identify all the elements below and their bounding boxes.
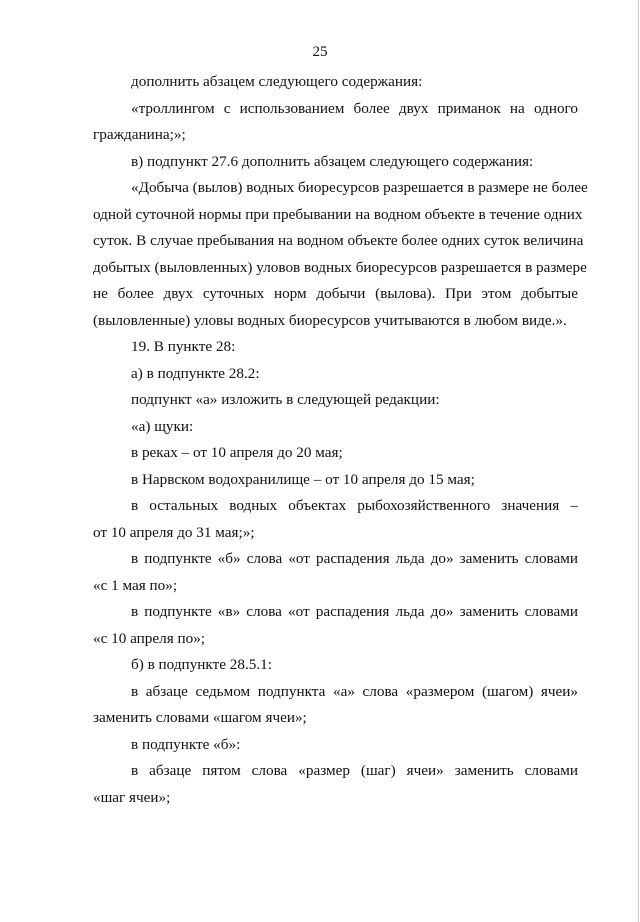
page-number: 25	[312, 44, 328, 60]
text-line: заменить словами «шагом ячеи»;	[93, 709, 307, 726]
text-line: (выловленные) уловы водных биоресурсов учитываются в любом виде.».	[93, 311, 567, 329]
text-line: гражданина;»;	[93, 126, 186, 143]
text-line: дополнить абзацем следующего содержания:	[131, 73, 423, 90]
text-line: «Добыча (вылов) водных биоресурсов разрешается в размере не более	[131, 179, 588, 196]
text-line: в подпункте «в» слова «от распадения льда до» заменить словами	[131, 603, 578, 620]
text-line: в Нарвском водохранилище – от 10 апреля до 15 мая;	[131, 470, 475, 488]
text-line: в) подпункт 27.6 дополнить абзацем следующего содержания:	[131, 152, 534, 170]
text-line: в подпункте «б»:	[131, 735, 241, 753]
text-line: в остальных водных объектах рыбохозяйственного значения –	[131, 497, 578, 514]
text-line: «с 1 мая по»;	[93, 576, 178, 594]
text-line: в абзаце седьмом подпункта «а» слова «размером (шагом) ячеи»	[131, 682, 578, 700]
text-line: «шаг ячеи»;	[93, 788, 171, 806]
text-line: в подпункте «б» слова «от распадения льда до» заменить словами	[131, 550, 578, 567]
text-line: «с 10 апреля по»;	[93, 629, 206, 647]
text-line: «троллингом с использованием более двух приманок на одного	[131, 99, 578, 117]
text-line: в абзаце пятом слова «размер (шаг) ячеи» заменить словами	[131, 762, 578, 779]
scan-edge-divider	[638, 0, 639, 922]
text-line: 19. В пункте 28:	[131, 338, 236, 355]
text-line: не более двух суточных норм добычи (вылова). При этом добытые	[93, 285, 578, 302]
text-line: «а) щуки:	[131, 417, 194, 435]
text-line: одной суточной нормы при пребывании на водном объекте в течение одних	[93, 205, 583, 223]
text-line: б) в подпункте 28.5.1:	[131, 656, 272, 673]
text-line: добытых (выловленных) уловов водных биоресурсов разрешается в размере	[93, 258, 587, 276]
document-body	[93, 69, 588, 811]
text-line: а) в подпункте 28.2:	[131, 364, 260, 382]
text-line: суток. В случае пребывания на водном объекте более одних суток величина	[93, 232, 584, 249]
text-line: от 10 апреля до 31 мая;»;	[93, 523, 255, 541]
text-line: в реках – от 10 апреля до 20 мая;	[131, 444, 343, 461]
text-line: подпункт «а» изложить в следующей редакции:	[131, 391, 440, 408]
